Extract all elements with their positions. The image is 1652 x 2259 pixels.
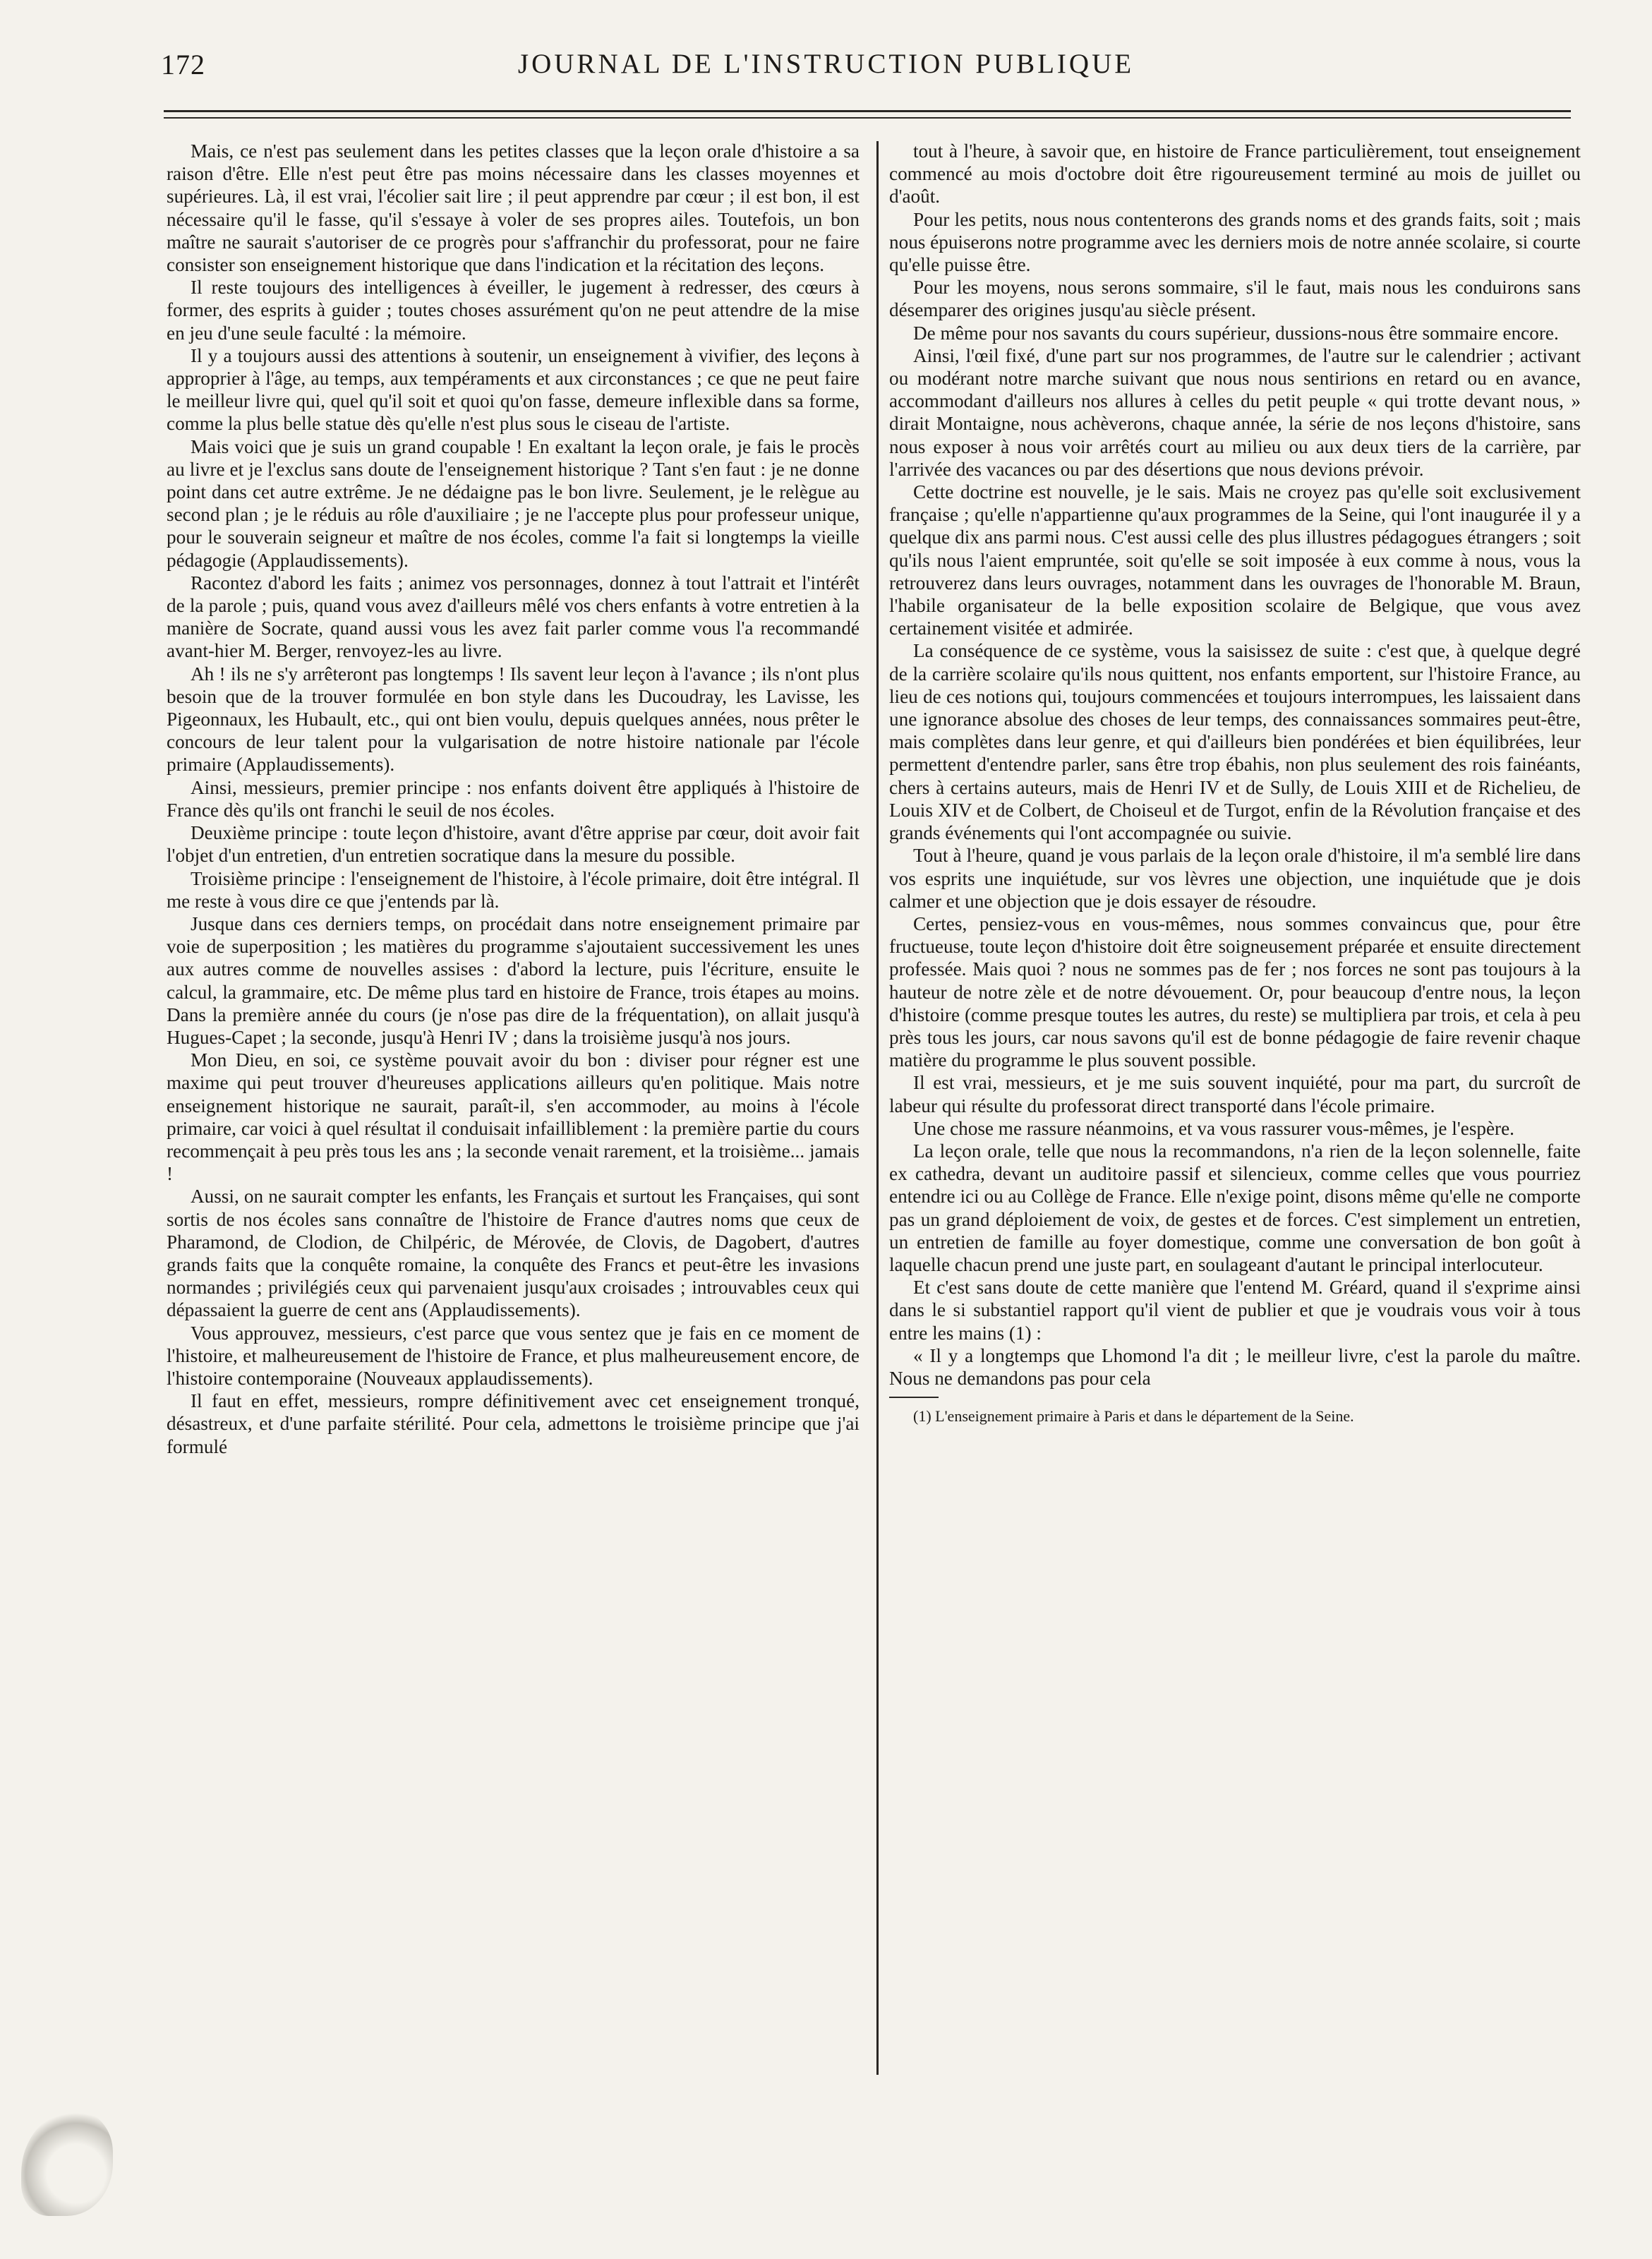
left-column xyxy=(167,140,860,2088)
paragraph: La conséquence de ce système, vous la saisissez de suite : c'est que, à quelque degré de la carrière scolaire qu'ils nous quittent, nos enfants emportent, sur l'histoire France, au lieu de ces notions qui, toujours commencées et toujours interrompues, les laissaient dans une ignorance absolue des choses de leur temps, des connaissances sommaires peut-être, mais complètes dans leur genre, et qui d'ailleurs bien pondérées et bien équilibrées, leur permettent d'entendre parler, sans être trop ébahis, non plus seulement des rois fainéants, chers à certains auteurs, mais de Henri IV et de Sully, de Louis XIII et de Richelieu, de Louis XIV et de Colbert, de Choiseul et de Turgot, enfin de la Révolution française et des grands événements qui l'ont accompagnée ou suivie. xyxy=(889,640,1581,844)
paragraph: Pour les moyens, nous serons sommaire, s'il le faut, mais nous les conduirons sans désemparer des origines jusqu'au siècle présent. xyxy=(889,277,1581,321)
paragraph: Certes, pensiez-vous en vous-mêmes, nous sommes convaincus que, pour être fructueuse, toute leçon d'histoire doit être soigneusement préparée et ensuite directement professée. Mais quoi ? nous ne sommes pas de fer ; nos forces ne sont pas toujours à la hauteur de notre zèle et de notre dévouement. Or, pour beaucoup d'entre nous, la leçon d'histoire (comme presque toutes les autres, du reste) se multipliera par trois, et cela à peu près tous les jours, car nous savons qu'il est de bonne pédagogie de faire revenir chaque matière du programme le plus souvent possible. xyxy=(889,912,1581,1071)
paragraph: tout à l'heure, à savoir que, en histoire de France particulièrement, tout enseignement commencé au mois d'octobre doit être rigoureusement terminé au mois de juillet ou d'août. xyxy=(889,140,1581,207)
paragraph: Il est vrai, messieurs, et je me suis souvent inquiété, pour ma part, du surcroît de labeur qui résulte du professorat direct transporté dans l'école primaire. xyxy=(889,1072,1581,1116)
running-title: JOURNAL DE L'INSTRUCTION PUBLIQUE xyxy=(517,49,1135,79)
paragraph: Vous approuvez, messieurs, c'est parce que vous sentez que je fais en ce moment de l'histoire, et malheureusement de l'histoire de France, et plus malheureusement encore, de l'histoire contemporaine (Nouveaux applaudissements). xyxy=(167,1322,860,1389)
paragraph: De même pour nos savants du cours supérieur, dussions-nous être sommaire encore. xyxy=(913,322,1559,344)
paragraph: Il faut en effet, messieurs, rompre définitivement avec cet enseignement tronqué, désastreux, et d'une parfaite stérilité. Pour cela, admettons le troisième principe que j'ai formulé xyxy=(167,1390,860,1457)
paragraph: Cette doctrine est nouvelle, je le sais. Mais ne croyez pas qu'elle soit exclusivement française ; qu'elle n'appartienne qu'aux programmes de la Seine, qui l'ont inaugurée il y a quelque dix ans parmi nous. C'est aussi celle des plus illustres pédagogues étrangers ; soit qu'ils nous l'aient empruntée, soit qu'elle se soit imposée à eux comme à nous, vous la retrouverez dans leurs ouvrages, notamment dans les ouvrages de l'honorable M. Braun, l'habile organisateur de la belle exposition scolaire de Belgique, que vous avez certainement visitée et admirée. xyxy=(889,481,1581,639)
paragraph: La leçon orale, telle que nous la recommandons, n'a rien de la leçon solennelle, faite ex cathedra, devant un auditoire passif et silencieux, comme celles que vous pourriez entendre ici ou au Collège de France. Elle n'exige point, disons même qu'elle ne comporte pas un grand déploiement de voix, de gestes et de forces. C'est simplement un entretien, un entretien de famille au foyer domestique, comme une conversation de bon goût à laquelle chacun prend une juste part, en soulageant d'autant le principal interlocuteur. xyxy=(889,1140,1581,1275)
header-rule-top xyxy=(164,110,1571,112)
paragraph: Mais voici que je suis un grand coupable ! En exaltant la leçon orale, je fais le procès au livre et je l'exclus sans doute de l'enseignement historique ? Tant s'en faut : je ne donne point dans cet autre extrême. Je ne dédaigne pas le bon livre. Seulement, je le relègue au second plan ; je le réduis au rôle d'auxiliaire ; je ne l'accepte plus pour professeur unique, pour le souverain seigneur et maître de nos écoles, comme l'a fait si longtemps la vieille pédagogie (Applaudissements). xyxy=(167,435,860,571)
paragraph: Jusque dans ces derniers temps, on procédait dans notre enseignement primaire par voie de superposition ; les matières du programme s'ajoutaient successivement les unes aux autres comme de nouvelles assises : d'abord la lecture, puis l'écriture, ensuite le calcul, la grammaire, etc. De même plus tard en histoire de France, trois étapes au moins. Dans la première année du cours (je n'ose pas dire de la fréquentation), on allait jusqu'à Hugues-Capet ; la seconde, jusqu'à Henri IV ; dans la troisième jusqu'à nos jours. xyxy=(167,912,860,1048)
paragraph: « Il y a longtemps que Lhomond l'a dit ; le meilleur livre, c'est la parole du maître. Nous ne demandons pas pour cela xyxy=(889,1344,1581,1389)
paragraph: Ah ! ils ne s'y arrêteront pas longtemps ! Ils savent leur leçon à l'avance ; ils n'ont plus besoin que de la trouver formulée en bon style dans les Ducoudray, les Lavisse, les Pigeonnaux, les Hubault, etc., qui ont bien voulu, depuis quelques années, nous prêter le concours de leur talent pour la vulgarisation de notre histoire nationale par l'école primaire (Applaudissements). xyxy=(167,663,860,776)
paragraph: Il y a toujours aussi des attentions à soutenir, un enseignement à vivifier, des leçons à approprier à l'âge, au temps, aux tempéraments et aux circonstances ; ce que ne peut faire le meilleur livre qui, quel qu'il soit et quoi qu'on fasse, demeure inflexible dans sa forme, comme la plus belle statue dès qu'elle n'est plus sous le ciseau de l'artiste. xyxy=(167,344,860,435)
paragraph: Mon Dieu, en soi, ce système pouvait avoir du bon : diviser pour régner est une maxime qui peut trouver d'heureuses applications ailleurs qu'en politique. Mais notre enseignement historique ne saurait, paraît-il, s'en accommoder, au moins à l'école primaire, car voici à quel résultat il conduisait infailliblement : la première partie du cours recommençait à peu près tous les ans ; la seconde venait rarement, et la troisième... jamais ! xyxy=(167,1049,860,1185)
header-rule-bottom xyxy=(164,117,1571,119)
paragraph: Il reste toujours des intelligences à éveiller, le jugement à redresser, des cœurs à former, des esprits à guider ; toutes choses assurément qu'on ne peut attendre de la mise en jeu d'une seule faculté : la mémoire. xyxy=(167,277,860,344)
paragraph: Racontez d'abord les faits ; animez vos personnages, donnez à tout l'attrait et l'intérêt de la parole ; puis, quand vous avez d'ailleurs mêlé vos chers enfants à votre entretien à la manière de Socrate, quand aussi vous les avez fait parler comme vous l'a recommandé avant-hier M. Berger, renvoyez-les au livre. xyxy=(167,572,860,662)
column-divider xyxy=(876,141,879,2075)
paragraph: Et c'est sans doute de cette manière que l'entend M. Gréard, quand il s'exprime ainsi dans le si substantiel rapport qu'il vient de publier et que je voudrais vous voir à tous entre les mains (1) : xyxy=(889,1277,1581,1344)
paragraph: Pour les petits, nous nous contenterons des grands noms et des grands faits, soit ; mais nous épuiserons notre programme avec les derniers mois de notre année scolaire, si courte qu'elle puisse être. xyxy=(889,208,1581,276)
footnote-rule xyxy=(889,1397,939,1398)
paragraph: Tout à l'heure, quand je vous parlais de la leçon orale d'histoire, il m'a semblé lire dans vos esprits une inquiétude, sur vos lèvres une objection, une inquiétude que je dois calmer et une objection que je dois essayer de résoudre. xyxy=(889,845,1581,912)
paragraph: Deuxième principe : toute leçon d'histoire, avant d'être apprise par cœur, doit avoir fait l'objet d'un entretien, d'un entretien socratique dans la mesure du possible. xyxy=(167,822,860,867)
paragraph: Ainsi, l'œil fixé, d'une part sur nos programmes, de l'autre sur le calendrier ; activant ou modérant notre marche suivant que nous nous sentirions en retard ou en avance, accommodant d'ailleurs nos allures à celles du petit peuple « qui trotte devant nous, » dirait Montaigne, nous achèverons, chaque année, la série de nos leçons d'histoire, sans nous exposer à nous voir arrêtés court au milieu ou aux deux tiers de la carrière, par l'arrivée des vacances ou par des désertions que nous devions prévoir. xyxy=(889,344,1581,480)
paragraph: Aussi, on ne saurait compter les enfants, les Français et surtout les Françaises, qui sont sortis de nos écoles sans connaître de l'histoire de France d'autres noms que ceux de Pharamond, de Clodion, de Chilpéric, de Mérovée, de Clovis, de Dagobert, d'autres grands faits que la conquête romaine, la conquête des Francs et peut-être les invasions normandes ; privilégiés ceux qui parvenaient jusqu'aux croisades ; introuvables ceux qui dépassaient la guerre de cent ans (Applaudissements). xyxy=(167,1186,860,1321)
paragraph: Mais, ce n'est pas seulement dans les petites classes que la leçon orale d'histoire a sa raison d'être. Elle n'est peut être pas moins nécessaire dans les classes moyennes et supérieures. Là, il est vrai, l'écolier sait lire ; il peut apprendre par cœur ; il est bon, il est nécessaire qu'il le fasse, qu'il s'essaye à voler de ses propres ailes. Toutefois, un bon maître ne saurait s'autoriser de ce progrès pour s'affranchir du professorat, pour ne faire consister son enseignement historique que dans l'indication et la récitation des leçons. xyxy=(167,140,860,276)
paragraph: Une chose me rassure néanmoins, et va vous rassurer vous-mêmes, je l'espère. xyxy=(913,1117,1514,1139)
paragraph: Ainsi, messieurs, premier principe : nos enfants doivent être appliqués à l'histoire de France dès qu'ils ont franchi le seuil de nos écoles. xyxy=(167,776,860,821)
right-column xyxy=(889,140,1581,2088)
scan-smudge xyxy=(21,2110,113,2216)
footnote: (1) L'enseignement primaire à Paris et dans le département de la Seine. xyxy=(913,1407,1354,1426)
page-number: 172 xyxy=(161,49,205,80)
page-header xyxy=(0,45,1652,88)
paragraph: Troisième principe : l'enseignement de l'histoire, à l'école primaire, doit être intégral. Il me reste à vous dire ce que j'entends par là. xyxy=(167,867,860,912)
